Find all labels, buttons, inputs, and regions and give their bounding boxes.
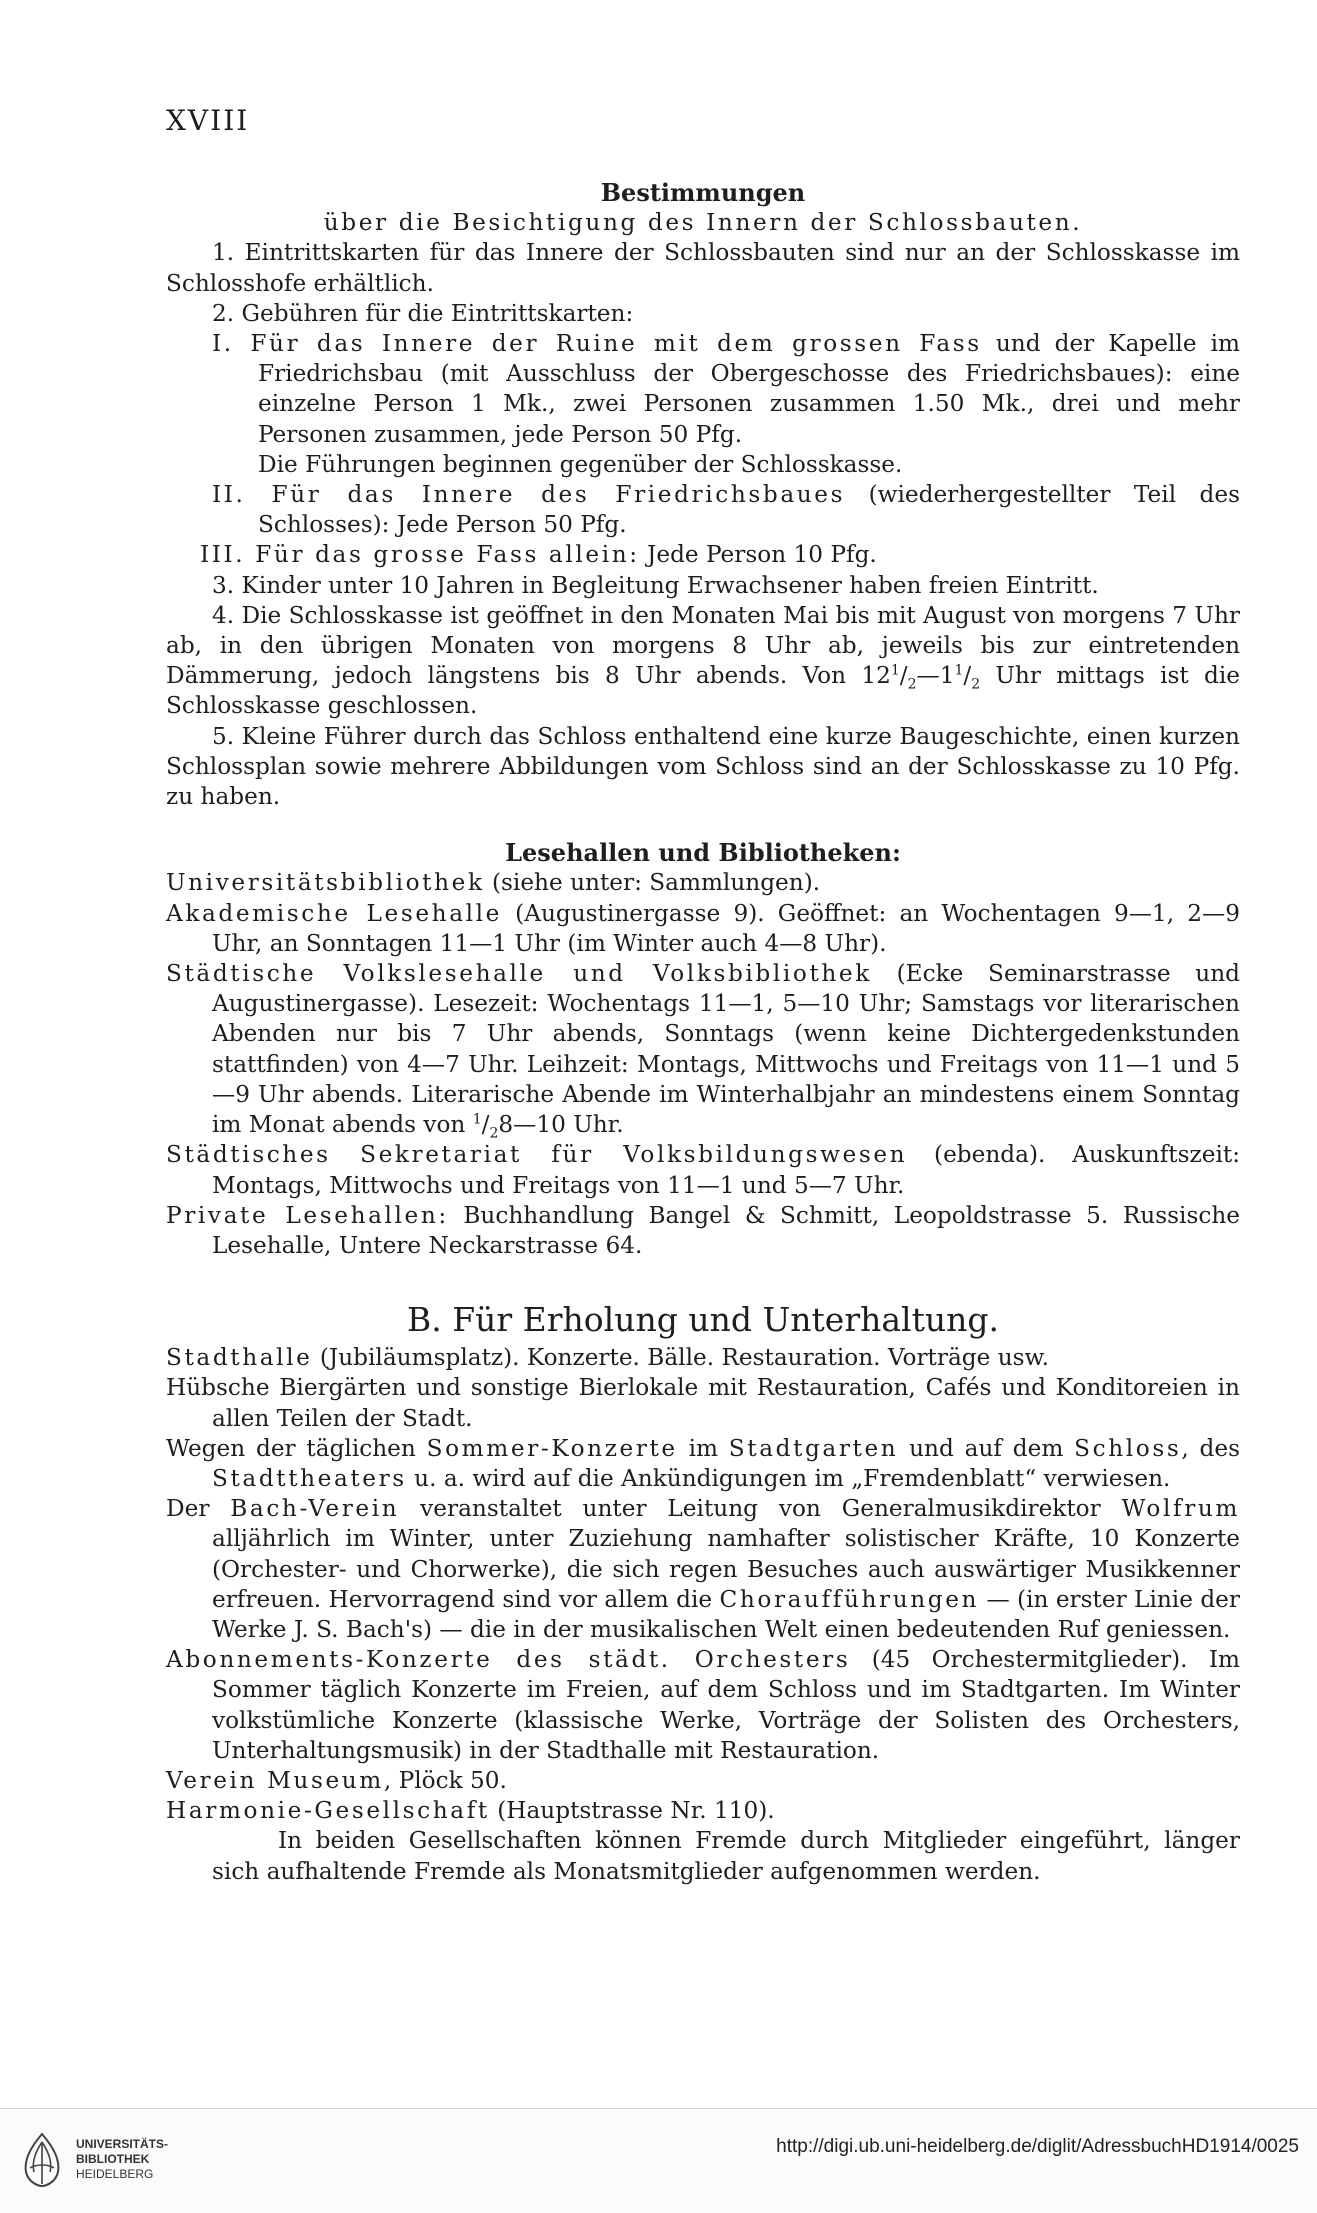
rule-4-text-a: 4. Die Schlosskasse ist geöffnet in den Monaten Mai bis mit August von morgens 7 Uhr ab, in den übrigen Monaten von morgens 8 Uhr ab, jeweils bis zur eintretenden Dämmerung, jedoch längstens bis 8 Uhr abends. Von 12 [166,601,1240,690]
entry-text: (siehe unter: Sammlungen). [484,869,821,897]
library-entry: Städtische Volkslesehalle und Volksbibliothek (Ecke Seminarstrasse und Augustinergasse). Lesezeit: Wochentags 11—1, 5—10 Uhr; Samstags vor literarischen Abenden nur bis 7 Uhr abends, Sonntags (wenn keine Dichtergedenkstunden stattfinden) von 4—7 Uhr. Leihzeit: Montags, Mittwochs und Freitags von 11—1 und 5—9 Uhr abends. Literarische Abende im Winterhalbjahr an mindestens einem Sonntag im Monat abends von $^1/_28—10$ Uhr. [166,960,1240,1142]
entry-name: Städtische Volkslesehalle und Volksbibliothek [166,960,872,988]
entry-text: 8—10 Uhr. [498,1111,624,1139]
leisure-entry [166,1645,1240,1766]
fee-iii-text: Jede Person 10 Pfg. [647,541,877,569]
rule-4-text-b: —1 [916,662,955,690]
library-entry [166,1201,1240,1261]
university-library-logo-icon [16,2130,68,2188]
entry-name: Städtisches Sekretariat für Volksbildungswesen [166,1141,908,1169]
entry-text: — (in erster Linie der Werke J. S. Bach's) — die in der musikalischen Welt einen bedeutenden Ruf geniessen. [212,1585,1240,1643]
fraction-sup: 1 [890,662,900,679]
entry-text: veranstaltet unter Leitung von Generalmusikdirektor [399,1495,1122,1523]
fee-i-note: Die Führungen beginnen gegenüber der Schlosskasse. [258,450,903,478]
entry-name: Verein Museum [166,1766,384,1794]
fee-i-label: I. Für das Innere der Ruine mit dem grossen Fass [212,330,982,358]
entry-name: Schloss [1074,1434,1182,1462]
rule-1: 1. Eintrittskarten für das Innere der Schlossbauten sind nur an der Schlosskasse im Schlosshofe erhältlich. [166,239,1240,297]
section-title-erholung: B. Für Erholung und Unterhaltung. [407,1300,999,1340]
page-content [166,178,1240,1887]
library-entry [166,1140,1240,1200]
entry-text: (Hauptstrasse Nr. 110). [489,1797,775,1825]
logo-line: UNIVERSITÄTS- [76,2137,169,2151]
fee-i-text: und der Kapelle im Friedrichsbau (mit Ausschluss der Obergeschosse des Friedrichsbaues): eine einzelne Person 1 Mk., zwei Personen zusammen 1.50 Mk., drei und mehr Personen zusammen, jede Person 50 Pfg. [258,330,1240,448]
fraction-sub: 2 [489,1125,499,1142]
leisure-entry [166,1343,1240,1373]
entry-text: (ebenda). Auskunftszeit: Montags, Mittwochs und Freitags von 11—1 und 5—7 Uhr. [212,1141,1241,1199]
entry-text: , Plöck 50. [383,1766,507,1794]
entry-text: , des [1181,1434,1240,1462]
fee-iii [166,540,1240,570]
rule-4-text-c: Uhr mittags ist die Schlosskasse geschlossen. [166,662,1240,720]
leisure-entry [166,1766,1240,1796]
leisure-entry [166,1796,1240,1826]
entry-name: Abonnements-Konzerte des städt. Orchesters [166,1646,851,1674]
entry-text: u. a. wird auf die Ankündigungen im „Fremdenblatt“ verwiesen. [406,1464,1171,1492]
entry-text: alljährlich im Winter, unter Zuziehung namhafter solistischer Kräfte, 10 Konzerte (Orchester- und Chorwerke), die sich regen Besuches auch auswärtiger Musikkenner erfreuen. Hervorragend sind vor allem die [212,1525,1240,1613]
section-title-lesehallen: Lesehallen und Bibliotheken: [505,838,901,868]
footer-bar [0,2108,1317,2213]
entry-name: Universitätsbibliothek [166,869,485,897]
fee-i [166,329,1240,450]
fraction-sub: 2 [971,676,981,693]
fee-iii-label: III. Für das grosse Fass allein: [200,541,640,569]
section-title-bestimmungen: Bestimmungen [600,178,806,207]
leisure-entry: Hübsche Biergärten und sonstige Bierlokale mit Restauration, Cafés und Konditoreien in allen Teilen der Stadt. [166,1374,1240,1432]
logo-line: HEIDELBERG [76,2167,154,2181]
rule-2: 2. Gebühren für die Eintrittskarten: [212,299,634,327]
entry-name: Bach-Verein [230,1495,400,1523]
entry-text: im [677,1434,729,1462]
leisure-entry [166,1434,1240,1494]
entry-text: (Ecke Seminarstrasse und Augustinergasse). Lesezeit: Wochentags 11—1, 5—10 Uhr; Samstags vor literarischen Abenden nur bis 7 Uhr abends, Sonntags (wenn keine Dichtergedenkstunden stattfinden) von 4—7 Uhr. Leihzeit: Montags, Mittwochs und Freitags von 11—1 und 5—9 Uhr abends. Literarische Abende im Winterhalbjahr an mindestens einem Sonntag im Monat abends von [212,960,1240,1139]
entry-name: Stadtgarten [728,1434,899,1462]
source-url-link[interactable]: http://digi.ub.uni-heidelberg.de/diglit/AdressbuchHD1914/0025 [776,2136,1299,2157]
rule-4: 4. Die Schlosskasse ist geöffnet in den Monaten Mai bis mit August von morgens 7 Uhr ab, in den übrigen Monaten von morgens 8 Uhr ab, jeweils bis zur eintretenden Dämmerung, jedoch längstens bis 8 Uhr abends. Von $12^1/_2—1^1/_2$ Uhr mittags ist die Schlosskasse geschlossen. [166,601,1240,720]
library-entry [166,899,1240,959]
entry-name: Harmonie-Gesellschaft [166,1797,490,1825]
fraction-sub: 2 [907,676,917,693]
entry-text: Wegen der täglichen [166,1434,427,1462]
entry-text: und auf dem [898,1434,1075,1462]
fraction-sup: 1 [472,1111,482,1128]
section-subtitle-bestimmungen: über die Besichtigung des Innern der Schlossbauten. [323,209,1083,237]
entry-name: Sommer-Konzerte [426,1434,678,1462]
entry-text: (45 Orchestermitglieder). Im Sommer täglich Konzerte im Freien, auf dem Schloss und im Stadtgarten. Im Winter volkstümliche Konzerte (klassische Werke, Vorträge der Solisten des Orchesters, Unterhaltungsmusik) in der Stadthalle mit Restauration. [212,1646,1240,1764]
entry-text: (Jubiläumsplatz). Konzerte. Bälle. Restauration. Vorträge usw. [312,1344,1049,1372]
entry-name: Akademische Lesehalle [166,899,502,927]
rule-5: 5. Kleine Führer durch das Schloss enthaltend eine kurze Baugeschichte, einen kurzen Schlossplan sowie mehrere Abbildungen vom Schloss sind an der Schlosskasse zu 10 Pfg. zu haben. [166,722,1240,811]
fee-ii-label: II. Für das Innere des Friedrichsbaues [212,481,846,509]
library-logo-text [76,2137,168,2182]
page-number: XVIII [166,104,250,137]
fee-ii [166,480,1240,540]
rule-3: 3. Kinder unter 10 Jahren in Begleitung Erwachsener haben freien Eintritt. [212,571,1099,599]
logo-line: BIBLIOTHEK [76,2152,150,2166]
fee-ii-text: (wiederhergestellter Teil des Schlosses): Jede Person 50 Pfg. [258,481,1241,539]
library-entry [166,868,1240,898]
entry-text: (Augustinergasse 9). Geöffnet: an Wochentagen 9—1, 2—9 Uhr, an Sonntagen 11—1 Uhr (im Winter auch 4—8 Uhr). [212,899,1240,957]
fraction-sup: 1 [954,662,964,679]
entry-text: Buchhandlung Bangel & Schmitt, Leopoldstrasse 5. Russische Lesehalle, Untere Neckarstrasse 64. [212,1201,1240,1259]
entry-name: Wolfrum [1121,1495,1240,1523]
entry-name: Choraufführungen [719,1585,980,1613]
entry-name: Stadttheaters [212,1464,407,1492]
entry-text: Der [166,1495,231,1523]
leisure-note: In beiden Gesellschaften können Fremde durch Mitglieder eingeführt, länger sich aufhaltende Fremde als Monatsmitglieder aufgenommen werden. [212,1827,1240,1885]
entry-name: Stadthalle [166,1344,313,1372]
entry-name: Private Lesehallen: [166,1201,449,1229]
leisure-entry [166,1494,1240,1645]
